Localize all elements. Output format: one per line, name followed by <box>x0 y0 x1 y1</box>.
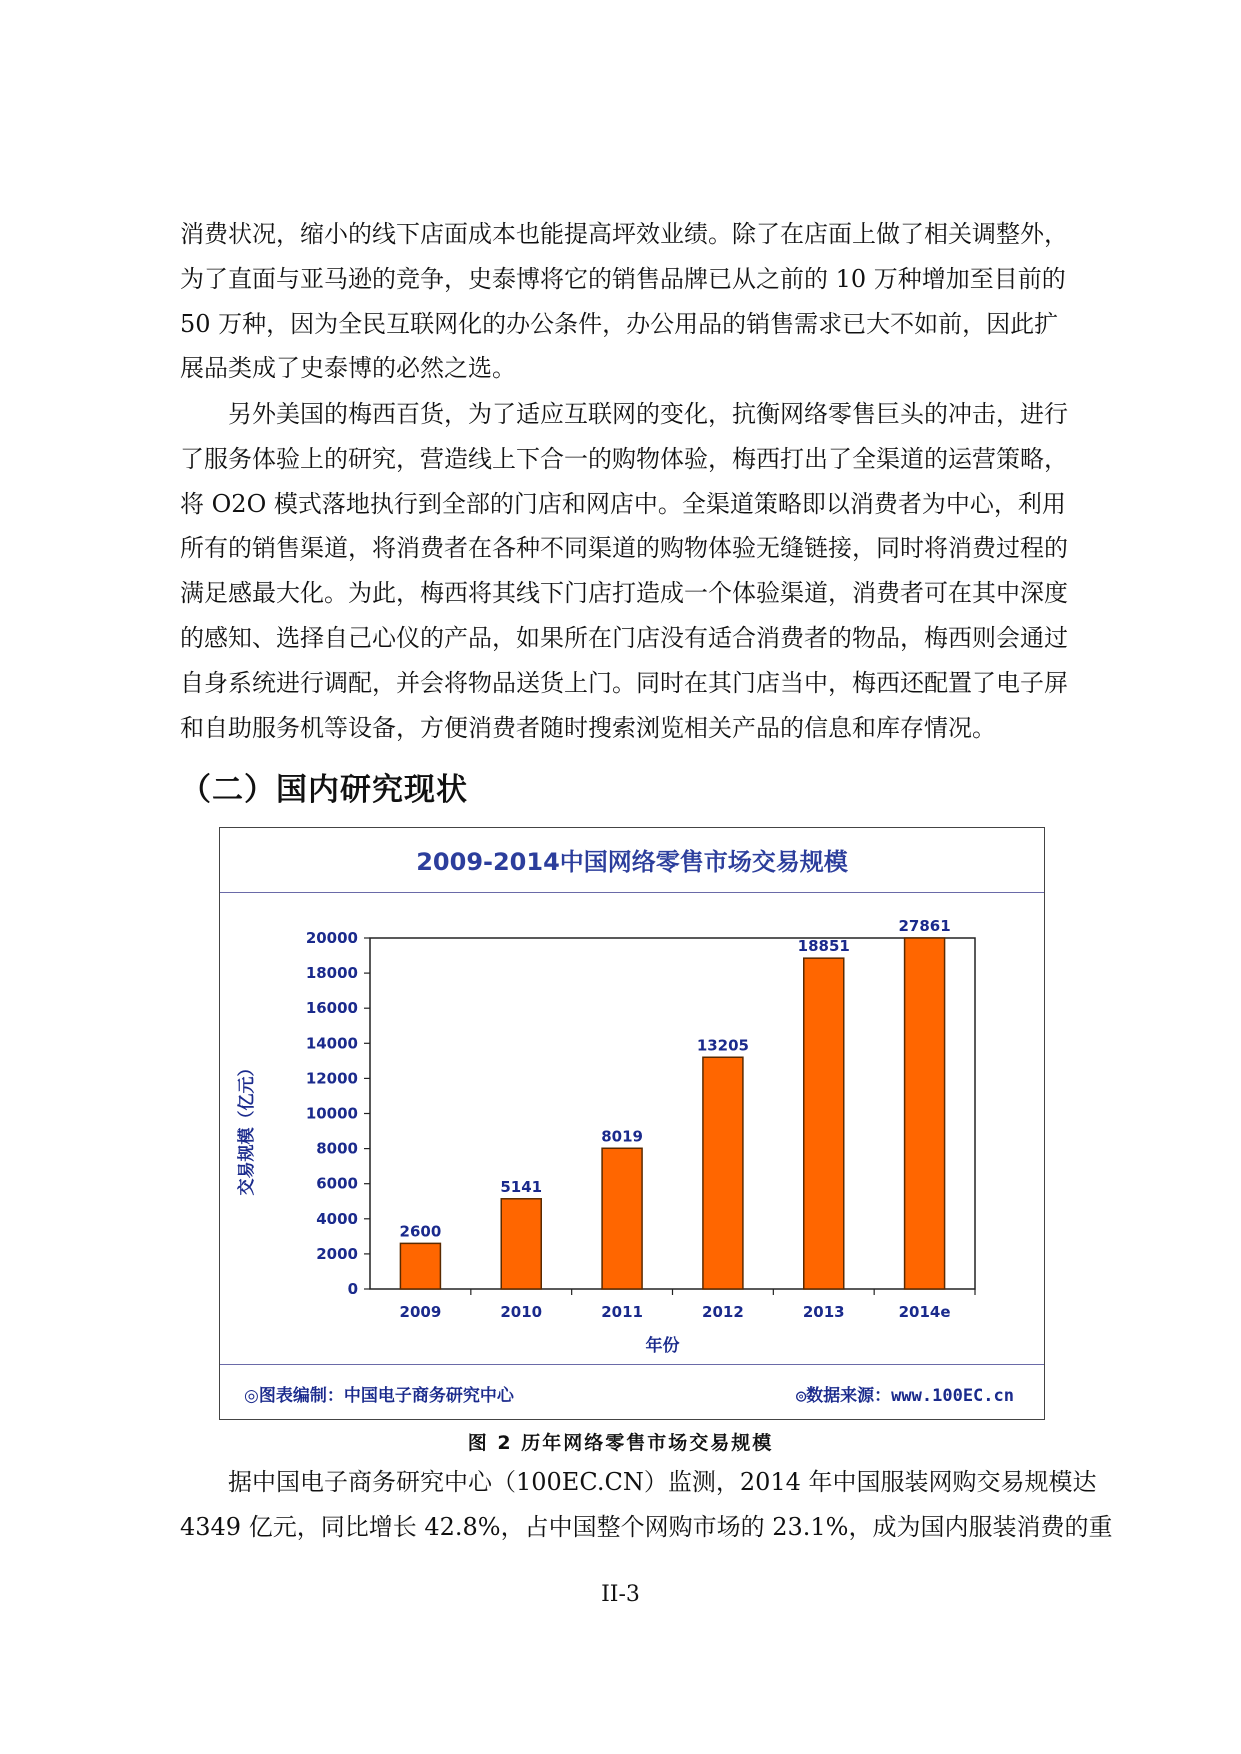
data-label: 27861 <box>898 917 951 935</box>
y-tick-label: 14000 <box>305 1034 358 1053</box>
bar <box>501 1199 541 1289</box>
chart-credit: ◎图表编制：中国电子商务研究中心 <box>244 1386 514 1406</box>
y-tick-label: 20000 <box>305 929 358 947</box>
bar <box>602 1148 642 1289</box>
chart-source: ◎数据来源：www.100EC.cn <box>795 1386 1014 1406</box>
chart-footer <box>220 1364 1044 1421</box>
y-tick-label: 12000 <box>305 1069 358 1088</box>
x-axis-title: 年份 <box>645 1336 680 1356</box>
data-label: 2600 <box>399 1222 442 1241</box>
paragraph-2-line: 所有的销售渠道，将消费者在各种不同渠道的购物体验无缝链接，同时将消费过程的 <box>180 534 1068 563</box>
x-tick-label: 2009 <box>399 1303 442 1321</box>
x-tick-label: 2011 <box>601 1303 643 1321</box>
plot-area-frame <box>370 938 975 1289</box>
x-tick-label: 2014e <box>898 1303 951 1321</box>
section-heading: （二）国内研究现状 <box>180 772 468 808</box>
page-number: II-3 <box>601 1582 640 1607</box>
x-tick-label: 2012 <box>702 1303 744 1321</box>
paragraph-3 <box>180 1460 1113 1550</box>
bar-chart <box>220 828 1046 1421</box>
paragraph-1-line: 50 万种，因为全民互联网化的办公条件，办公用品的销售需求已大不如前，因此扩 <box>180 309 1059 338</box>
data-label: 5141 <box>500 1177 543 1196</box>
paragraph-1 <box>180 212 1085 391</box>
paragraph-1-line: 为了直面与亚马逊的竞争，史泰博将它的销售品牌已从之前的 10 万种增加至目前的 <box>180 264 1066 293</box>
paragraph-1-line: 展品类成了史泰博的必然之选。 <box>180 354 516 383</box>
data-label: 13205 <box>696 1036 750 1055</box>
x-tick-label: 2010 <box>500 1303 543 1321</box>
paragraph-1-line: 消费状况，缩小的线下店面成本也能提高坪效业绩。除了在店面上做了相关调整外， <box>180 220 1068 248</box>
paragraph-3-line: 据中国电子商务研究中心（100EC.CN）监测，2014 年中国服装网购交易规模达 <box>228 1468 1097 1496</box>
data-label: 18851 <box>797 937 850 956</box>
chart-figure <box>219 827 1045 1420</box>
paragraph-2-line: 的感知、选择自己心仪的产品，如果所在门店没有适合消费者的物品，梅西则会通过 <box>180 623 1068 652</box>
bar <box>400 1243 440 1289</box>
y-tick-label: 4000 <box>316 1209 358 1228</box>
y-tick-label: 8000 <box>316 1139 358 1158</box>
bar <box>804 958 844 1289</box>
paragraph-2-line: 另外美国的梅西百货，为了适应互联网的变化，抗衡网络零售巨头的冲击，进行 <box>228 400 1068 428</box>
y-tick-label: 2000 <box>316 1244 358 1263</box>
paragraph-3-line: 4349 亿元，同比增长 42.8%，占中国整个网购市场的 23.1%，成为国内服装消费的重 <box>180 1512 1113 1541</box>
paragraph-2-line: 了服务体验上的研究，营造线上下合一的购物体验，梅西打出了全渠道的运营策略， <box>180 444 1068 473</box>
chart-title: 2009-2014中国网络零售市场交易规模 <box>416 848 848 876</box>
y-axis-title: 交易规模（亿元） <box>237 1059 257 1196</box>
y-tick-label: 16000 <box>305 999 358 1018</box>
y-tick-label: 10000 <box>305 1104 358 1123</box>
y-tick-label: 6000 <box>316 1174 358 1193</box>
y-tick-label: 0 <box>347 1280 358 1298</box>
x-tick-label: 2013 <box>802 1303 845 1321</box>
paragraph-2-line: 将 O2O 模式落地执行到全部的门店和网店中。全渠道策略即以消费者为中心，利用 <box>180 489 1066 518</box>
figure-caption: 图 2 历年网络零售市场交易规模 <box>467 1432 774 1454</box>
bar <box>703 1057 743 1289</box>
paragraph-2 <box>180 392 1085 750</box>
data-label: 8019 <box>601 1127 643 1146</box>
paragraph-2-line: 和自助服务机等设备，方便消费者随时搜索浏览相关产品的信息和库存情况。 <box>180 713 996 742</box>
y-tick-label: 18000 <box>305 964 358 983</box>
paragraph-2-line: 满足感最大化。为此，梅西将其线下门店打造成一个体验渠道，消费者可在其中深度 <box>180 579 1068 608</box>
paragraph-2-line: 自身系统进行调配，并会将物品送货上门。同时在其门店当中，梅西还配置了电子屏 <box>180 668 1068 697</box>
bar <box>905 938 945 1289</box>
